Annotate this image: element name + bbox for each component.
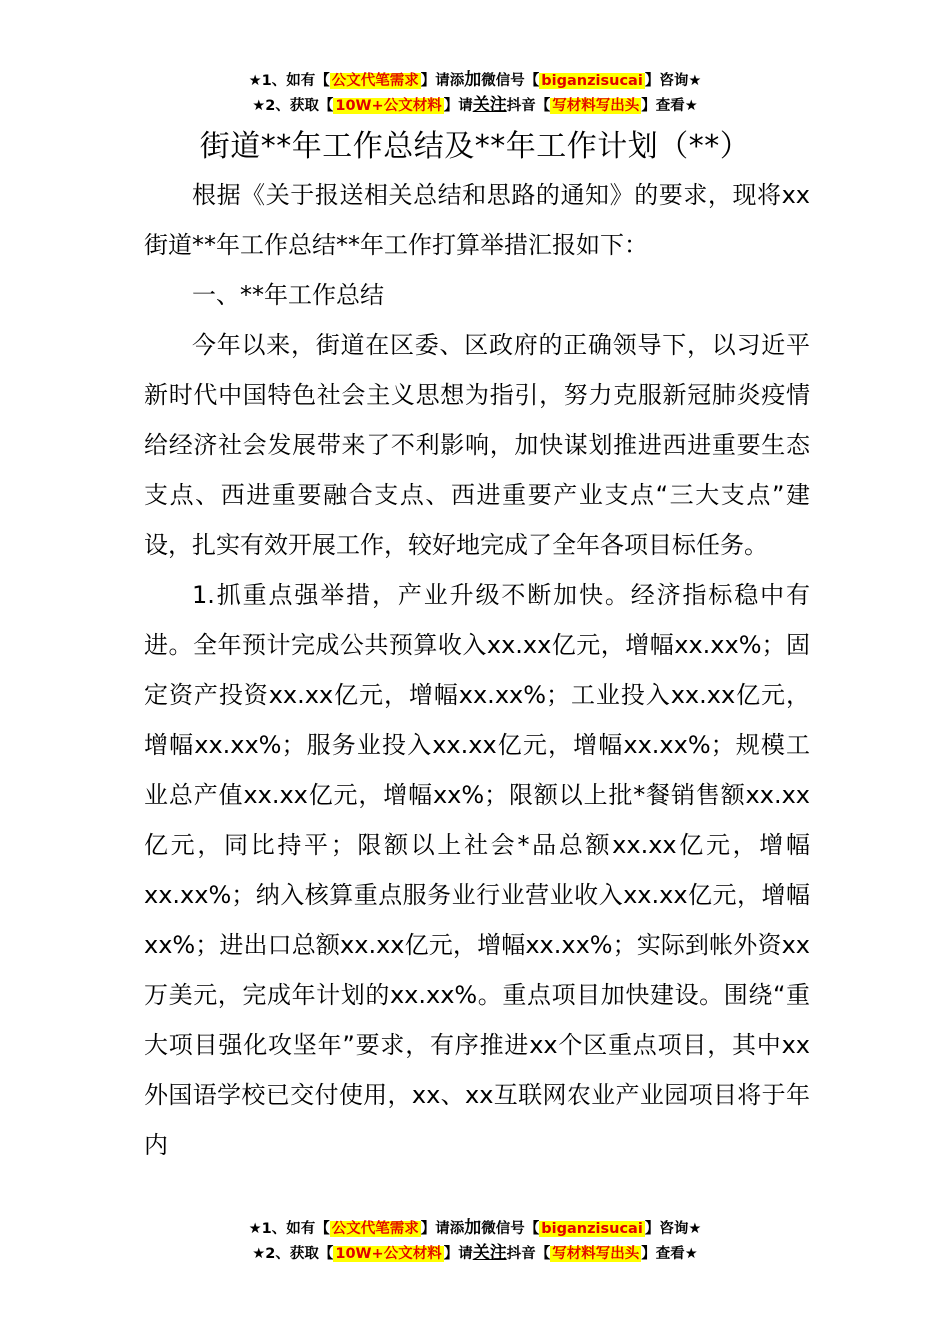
banner-text: 抖音【 — [506, 1246, 551, 1262]
body-paragraph: 1.抓重点强举措，产业升级不断加快。经济指标稳中有进。全年预计完成公共预算收入xx.xx亿元，增幅xx.xx%；固定资产投资xx.xx亿元，增幅xx.xx%；工业投入xx.xx亿元，增幅xx.xx%；服务业投入xx.xx亿元，增幅xx.xx%；规模工业总产值xx.xx亿元，增幅xx%；限额以上批*餐销售额xx.xx亿元，同比持平；限额以上社会*品总额xx.xx亿元，增幅xx.xx%；纳入核算重点服务业行业营业收入xx.xx亿元，增幅xx%；进出口总额xx.xx亿元，增幅xx.xx%；实际到帐外资xx万美元，完成年计划的xx.xx%。重点项目加快建设。围绕“重大项目强化攻坚年”要求，有序推进xx个区重点项目，其中xx外国语学校已交付使用，xx、xx互联网农业产业园项目将于年内 — [144, 581, 810, 1159]
banner-text: 关注 — [472, 95, 507, 115]
banner-highlight: 写材料写出头 — [552, 1246, 640, 1262]
banner-highlight: 10W+公文材料 — [335, 98, 442, 114]
section-heading: 一、**年工作总结 — [192, 281, 384, 309]
banner-text: 】查看★ — [641, 1246, 698, 1262]
banner-text: 】请添 — [420, 73, 465, 89]
banner-text: 抖音【 — [506, 98, 551, 114]
banner-wechat-id: biganzisucai — [541, 73, 643, 89]
banner-text: ★1、如有【 — [248, 73, 330, 89]
banner-highlight: 10W+公文材料 — [335, 1246, 442, 1262]
banner-text: 】请 — [443, 98, 473, 114]
document-title: 街道**年工作总结及**年工作计划（**） — [199, 129, 751, 164]
banner-text: 】咨询★ — [644, 1221, 702, 1237]
banner-line-1 — [0, 1216, 950, 1241]
banner-wechat-id: biganzisucai — [541, 1221, 643, 1237]
banner-text: 加 — [464, 1218, 482, 1238]
banner-text: ★2、获取【 — [252, 98, 334, 114]
banner-text: 微信号【 — [481, 73, 540, 89]
top-ad-banner — [0, 68, 950, 118]
banner-line-2 — [0, 93, 950, 118]
banner-highlight: 公文代笔需求 — [331, 1221, 419, 1237]
banner-line-1 — [0, 68, 950, 93]
document-body — [144, 170, 810, 1170]
banner-text: 】咨询★ — [644, 73, 702, 89]
bottom-ad-banner — [0, 1216, 950, 1266]
banner-text: ★1、如有【 — [248, 1221, 330, 1237]
banner-text: ★2、获取【 — [252, 1246, 334, 1262]
banner-line-2 — [0, 1241, 950, 1266]
intro-paragraph: 根据《关于报送相关总结和思路的通知》的要求，现将xx街道**年工作总结**年工作打算举措汇报如下： — [144, 181, 810, 259]
banner-text: 关注 — [472, 1243, 507, 1263]
banner-text: 】查看★ — [641, 98, 698, 114]
banner-highlight: 公文代笔需求 — [331, 73, 419, 89]
body-paragraph: 今年以来，街道在区委、区政府的正确领导下，以习近平新时代中国特色社会主义思想为指引，努力克服新冠肺炎疫情给经济社会发展带来了不利影响，加快谋划推进西进重要生态支点、西进重要融合支点、西进重要产业支点“三大支点”建设，扎实有效开展工作，较好地完成了全年各项目标任务。 — [144, 331, 810, 559]
banner-text: 】请添 — [420, 1221, 465, 1237]
banner-text: 加 — [464, 70, 482, 90]
banner-highlight: 写材料写出头 — [552, 98, 640, 114]
banner-text: 】请 — [443, 1246, 473, 1262]
banner-text: 微信号【 — [481, 1221, 540, 1237]
